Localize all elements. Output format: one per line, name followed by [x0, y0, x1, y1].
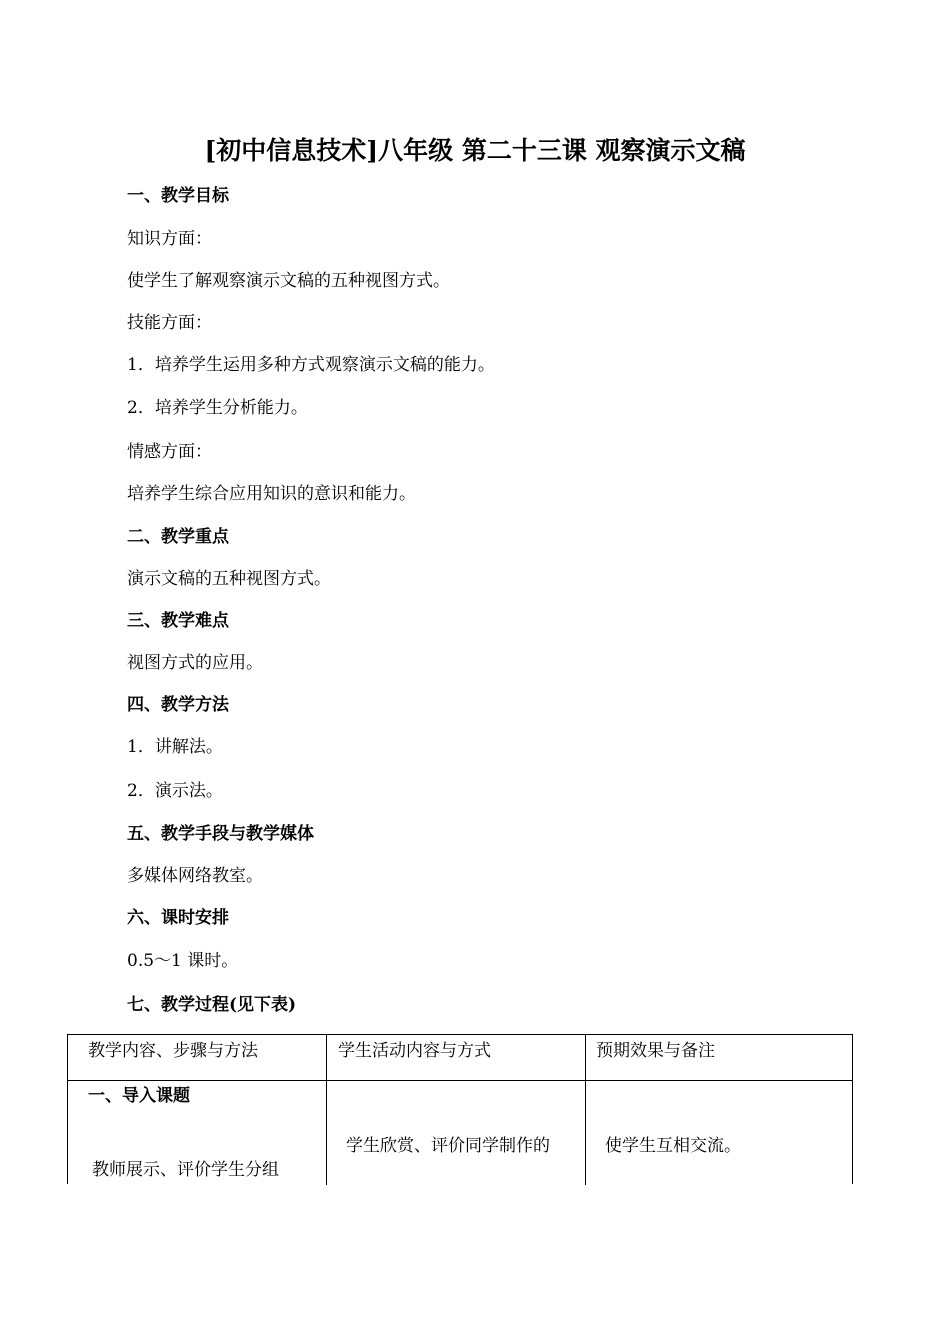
method-item-1: 1．讲解法。: [127, 737, 223, 757]
table-cell-student-activity: 学生欣赏、评价同学制作的: [346, 1136, 550, 1156]
emotion-label: 情感方面：: [127, 442, 212, 462]
table-cell-expected-result: 使学生互相交流。: [605, 1136, 741, 1156]
teaching-process-table: [67, 1034, 853, 1184]
focus-text: 演示文稿的五种视图方式。: [127, 569, 331, 589]
table-header-student-activities: 学生活动内容与方式: [338, 1041, 491, 1061]
emotion-text: 培养学生综合应用知识的意识和能力。: [127, 484, 416, 504]
table-header-expected-results: 预期效果与备注: [596, 1041, 715, 1061]
difficulty-heading: 三、教学难点: [127, 611, 229, 631]
table-row-divider: [68, 1080, 852, 1081]
knowledge-text: 使学生了解观察演示文稿的五种视图方式。: [127, 271, 450, 291]
focus-heading: 二、教学重点: [127, 527, 229, 547]
process-heading: 七、教学过程(见下表): [127, 995, 297, 1015]
method-heading: 四、教学方法: [127, 695, 229, 715]
table-cell-intro-heading: 一、导入课题: [88, 1086, 190, 1106]
schedule-text: 0.5～1 课时。: [127, 951, 239, 971]
difficulty-text: 视图方式的应用。: [127, 653, 263, 673]
skill-item-1: 1．培养学生运用多种方式观察演示文稿的能力。: [127, 355, 495, 375]
document-title: [初中信息技术]八年级 第二十三课 观察演示文稿: [204, 136, 746, 165]
skill-item-2: 2．培养学生分析能力。: [127, 398, 308, 418]
knowledge-label: 知识方面：: [127, 229, 212, 249]
skill-label: 技能方面：: [127, 313, 212, 333]
media-text: 多媒体网络教室。: [127, 866, 263, 886]
table-column-divider: [326, 1035, 327, 1185]
schedule-heading: 六、课时安排: [127, 908, 229, 928]
table-column-divider: [585, 1035, 586, 1185]
method-item-2: 2．演示法。: [127, 781, 223, 801]
table-header-content-steps: 教学内容、步骤与方法: [88, 1041, 258, 1061]
goals-heading: 一、教学目标: [127, 186, 229, 206]
media-heading: 五、教学手段与教学媒体: [127, 824, 314, 844]
table-cell-intro-text: 教师展示、评价学生分组: [92, 1160, 279, 1180]
